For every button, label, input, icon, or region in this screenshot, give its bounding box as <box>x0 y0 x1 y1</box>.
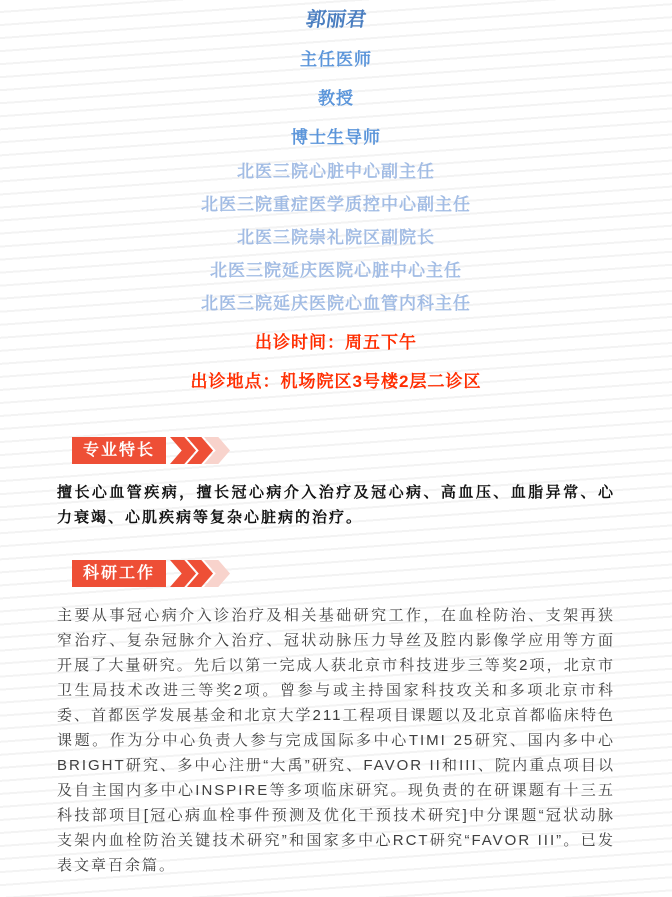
section-specialty-header <box>72 437 615 464</box>
doctor-position: 北医三院重症医学质控中心副主任 <box>201 195 471 214</box>
section-heading-badge: 科研工作 <box>72 560 166 587</box>
doctor-title: 教授 <box>318 89 354 108</box>
section-specialty <box>0 437 672 530</box>
doctor-name-text: 郭丽君 <box>304 9 368 31</box>
doctor-title: 主任医师 <box>300 50 372 69</box>
doctor-position: 北医三院延庆医院心脏中心主任 <box>210 261 462 280</box>
section-research-header <box>72 560 615 587</box>
clinic-location: 出诊地点：机场院区3号楼2层二诊区 <box>190 372 482 391</box>
section-research <box>0 560 672 878</box>
doctor-title: 博士生导师 <box>291 128 381 147</box>
doctor-position: 北医三院崇礼院区副院长 <box>237 228 435 247</box>
specialty-text: 擅长心血管疾病，擅长冠心病介入治疗及冠心病、高血压、血脂异常、心力衰竭、心肌疾病等复杂心脏病的治疗。 <box>57 484 615 526</box>
research-text: 主要从事冠心病介入诊治疗及相关基础研究工作，在血栓防治、支架再狭窄治疗、复杂冠脉介入治疗、冠状动脉压力导丝及腔内影像学应用等方面开展了大量研究。先后以第一完成人获北京市科技进步三等奖2项，北京市卫生局技术改进三等奖2项。曾参与或主持国家科技攻关和多项北京市科委、首都医学发展基金和北京大学211工程项目课题以及北京首都临床特色课题。作为分中心负责人参与完成国际多中心TIMI 25研究、国内多中心BRIGHT研究、多中心注册“大禹”研究、FAVOR II和III、院内重点项目以及自主国内多中心INSPIRE等多项临床研究。现负责的在研课题有十三五科技部项目[冠心病血栓事件预测及优化干预技术研究]中分课题“冠状动脉支架内血栓防治关键技术研究”和国家多中心RCT研究“FAVOR III”。已发表文章百余篇。 <box>57 607 615 874</box>
clinic-time: 出诊时间：周五下午 <box>255 333 417 352</box>
doctor-name <box>0 8 672 32</box>
section-heading-badge: 专业特长 <box>72 437 166 464</box>
profile-header <box>0 0 672 392</box>
doctor-position: 北医三院延庆医院心血管内科主任 <box>201 294 471 313</box>
doctor-position: 北医三院心脏中心副主任 <box>237 162 435 181</box>
